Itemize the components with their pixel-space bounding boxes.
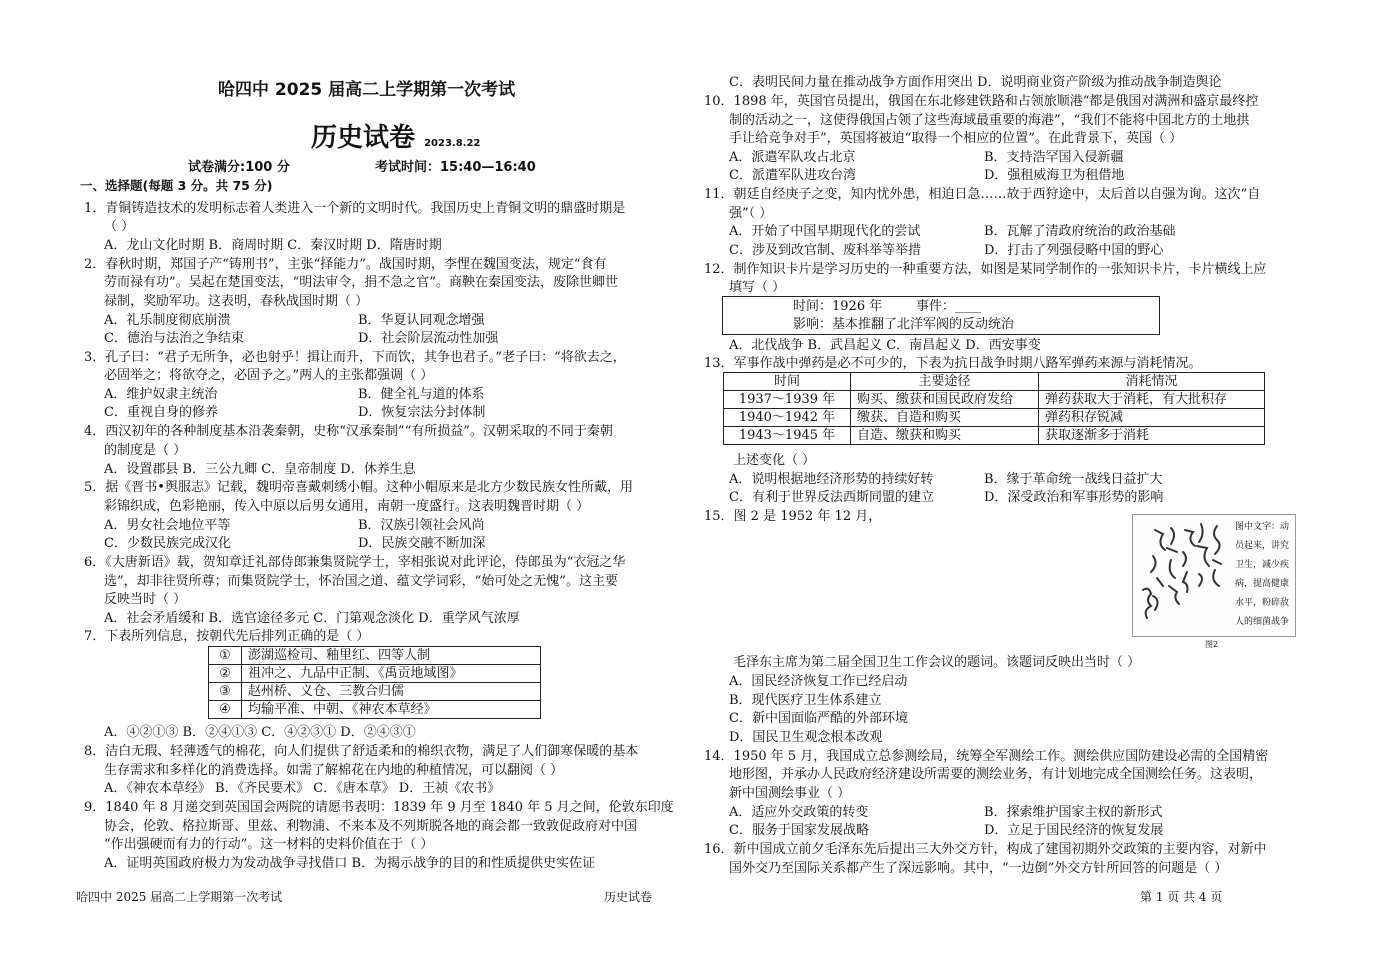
option-c: C．有利于世界反法西斯同盟的建立: [729, 490, 934, 505]
text-line: 手让给竞争对手”，英国将被迫“取得一个相应的位置”。在此背景下，英国（ ）: [729, 131, 1183, 146]
footer-center: 历史试卷: [604, 890, 653, 904]
text-line: 协会，伦敦、格拉斯哥、里兹、利物浦、不来本及不列斯脱各地的商会都一致敦促政府对中国: [104, 819, 638, 834]
option-a: A．派遣军队攻占北京: [729, 150, 856, 165]
option-a: A．男女社会地位平等: [104, 518, 231, 533]
text-line: 选”，却非往贤所尊；而集贤院学士，怀治国之道、蕴文学词彩，“始可处之无愧”。这主要: [104, 574, 618, 589]
exam-date: 2023.8.22: [424, 138, 481, 149]
option-b: B．华夏认同观念增强: [358, 313, 485, 328]
footer-left: 哈四中 2025 届高二上学期第一次考试: [76, 890, 283, 904]
text-line: “作出强硬而有力的行动”。这一材料的史料价值在于（ ）: [104, 837, 434, 852]
option-line: A．北伐战争 B．武昌起义 C．南昌起义 D．西安事变: [729, 338, 1041, 353]
text-line: 13．军事作战中弹药是必不可少的，下表为抗日战争时期八路军弹药来源与消耗情况。: [704, 356, 1202, 371]
table-row: [209, 665, 541, 683]
option-c: C．派遣军队进攻台湾: [729, 168, 856, 183]
table-cell: 自造、缴获和购买: [851, 427, 1039, 445]
table-cell: 获取逐渐多于消耗: [1039, 427, 1265, 445]
option-line: A．设置郡县 B．三公九卿 C．皇帝制度 D．休养生息: [104, 462, 416, 477]
option-b: B．支持浩罕国入侵新疆: [984, 150, 1124, 165]
option-a: A．适应外交政策的转变: [729, 805, 869, 820]
figure-caption: 图中文字：动员起来，讲究卫生，减少疾病，提高健康水平，粉碎敌人的细菌战争: [1235, 522, 1290, 627]
text-line: 9．1840 年 8 月递交到英国国会两院的请愿书表明：1839 年 9 月至 1840 年 5 月之间，伦敦东印度: [84, 800, 674, 815]
text-line: 5．据《晋书•舆服志》记载，魏明帝喜戴刺绣小帽。这种小帽原来是北方少数民族女性所戴，用: [84, 480, 633, 495]
table-row: [724, 391, 1265, 409]
table-row: [724, 409, 1265, 427]
option-c: C．涉及到改官制、废科举等举措: [729, 243, 921, 258]
q13-table: [723, 372, 1265, 445]
option-a: A．国民经济恢复工作已经启动: [729, 674, 908, 689]
option-d: D．恢复宗法分封体制: [358, 405, 486, 420]
table-cell: ③: [209, 683, 242, 701]
text-line: 3．孔子曰：“君子无所争，必也射乎！揖让而升，下而饮，其争也君子。”老子曰：“将欲去之，: [84, 350, 626, 365]
exam-time: 考试时间：15:40—16:40: [375, 160, 536, 175]
option-b: B．健全礼与道的体系: [358, 387, 485, 402]
table-row: [209, 647, 541, 665]
table-cell: ②: [209, 665, 242, 683]
table-cell: ①: [209, 647, 242, 665]
option-c: C．少数民族完成汉化: [104, 536, 231, 551]
option-b: B．现代医疗卫生体系建立: [729, 693, 882, 708]
full-score: 试卷满分:100 分: [188, 160, 290, 175]
text-line: （ ）: [104, 219, 135, 234]
table-cell: 购买、缴获和国民政府发给: [851, 391, 1039, 409]
option-d: D．强租威海卫为租借地: [984, 168, 1125, 183]
table-cell: 澎湖巡检司、釉里红、四等人制: [242, 647, 541, 665]
option-d: D．深受政治和军事形势的影响: [984, 490, 1164, 505]
option-line: C．表明民间力量在推动战争方面作用突出 D．说明商业资产阶级为推动战争制造舆论: [729, 75, 1222, 90]
text-line: 16．新中国成立前夕毛泽东先后提出三大外交方针，构成了建国初期外交政策的主要内容，对新中: [704, 842, 1267, 857]
text-line: 4．西汉初年的各种制度基本沿袭秦朝，史称“汉承秦制”“有所损益”。汉朝采取的不同于秦朝: [84, 424, 613, 439]
table-cell: 赵州桥、义仓、三教合归儒: [242, 683, 541, 701]
figure-label: 图2: [1205, 640, 1219, 649]
card-impact: 影响：基本推翻了北洋军阀的反动统治: [793, 317, 1015, 332]
option-line: A．社会矛盾缓和 B．选官途径多元 C．门第观念淡化 D．重学风气浓厚: [104, 611, 520, 626]
q7-table: [208, 646, 541, 719]
text-line: 新中国测绘事业（ ）: [729, 786, 851, 801]
table-cell: 1937～1939 年: [724, 391, 851, 409]
option-a: A．开始了中国早期现代化的尝试: [729, 224, 921, 239]
text-line: 填写（ ）: [729, 280, 786, 295]
option-c: C．新中国面临严酷的外部环境: [729, 711, 908, 726]
option-d: D．社会阶层流动性加强: [358, 331, 499, 346]
text-line: 国外交乃至国际关系都产生了深远影响。其中，“一边倒”外交方针所回答的问题是（ ）: [729, 861, 1228, 876]
option-line: A．《神农本草经》 B．《齐民要术》 C．《唐本草》 D．王祯《农书》: [104, 781, 501, 796]
exam-title: 哈四中 2025 届高二上学期第一次考试: [218, 80, 516, 100]
option-a: A．礼乐制度彻底崩溃: [104, 313, 231, 328]
option-line: A．龙山文化时期 B．商周时期 C．秦汉时期 D．隋唐时期: [104, 238, 442, 253]
knowledge-card: [722, 296, 1160, 335]
option-d: D．立足于国民经济的恢复发展: [984, 823, 1164, 838]
option-d: D．民族交融不断加深: [358, 536, 486, 551]
figure-2: [1132, 514, 1296, 637]
text-line: 禄制，奖励军功。这表明，春秋战国时期（ ）: [104, 294, 369, 309]
table-cell: 1943～1945 年: [724, 427, 851, 445]
option-a: A．说明根据地经济形势的持续好转: [729, 472, 934, 487]
option-b: B．探索维护国家主权的新形式: [984, 805, 1163, 820]
text-line: 15．图 2 是 1952 年 12 月，: [704, 509, 882, 524]
page-number: 第 1 页 共 4 页: [1140, 890, 1223, 904]
subject-title: [311, 117, 480, 154]
option-c: C．重视自身的修养: [104, 405, 218, 420]
section-heading: 一、选择题(每题 3 分。共 75 分): [80, 178, 273, 193]
text-line: 14．1950 年 5 月，我国成立总参测绘局，统筹全军测绘工作。测绘供应国防建设必需的全国精密: [704, 749, 1269, 764]
text-line: 8．洁白无瑕、轻薄透气的棉花，向人们提供了舒适柔和的棉织衣物，满足了人们御寒保暖的基本: [84, 744, 639, 759]
option-b: B．缘于革命统一战线日益扩大: [984, 472, 1163, 487]
table-cell: 祖冲之、九品中正制、《禹贡地域图》: [242, 665, 541, 683]
option-b: B．汉族引领社会风尚: [358, 518, 485, 533]
table-header: 主要途径: [851, 373, 1039, 391]
text-line: 上述变化（ ）: [733, 453, 816, 468]
text-line: 彩锦织成，色彩艳丽，传入中原以后男女通用，南朝一度盛行。这表明魏晋时期（ ）: [104, 499, 590, 514]
table-cell: 弹药获取大于消耗，有大批积存: [1039, 391, 1265, 409]
subject-name: 历史试卷: [311, 123, 416, 153]
table-header: 消耗情况: [1039, 373, 1265, 391]
table-row: [724, 427, 1265, 445]
table-cell: 缴获、自造和购买: [851, 409, 1039, 427]
card-time: 时间：1926 年: [793, 299, 883, 314]
table-cell: 弹药积存锐减: [1039, 409, 1265, 427]
text-line: 10．1898 年，英国官员提出，俄国在东北修建铁路和占领旅顺港“都是俄国对满洲和盛京最终控: [704, 94, 1259, 109]
option-d: D．国民卫生观念根本改观: [729, 730, 883, 745]
card-event: 事件：____: [916, 299, 982, 314]
text-line: 毛泽东主席为第二届全国卫生工作会议的题词。该题词反映出当时（ ）: [733, 655, 1141, 670]
text-line: 强”（ ）: [729, 206, 773, 221]
table-header-row: [724, 373, 1265, 391]
option-d: D．打击了列强侵略中国的野心: [984, 243, 1164, 258]
table-cell: 均输平准、中朝、《神农本草经》: [242, 701, 541, 719]
text-line: 反映当时（ ）: [104, 592, 187, 607]
text-line: 的制度是（ ）: [104, 443, 187, 458]
option-line: A．④②①③ B．②④①③ C．④②③① D．②④③①: [104, 725, 416, 740]
option-c: C．德治与法治之争结束: [104, 331, 244, 346]
option-a: A．维护奴隶主统治: [104, 387, 218, 402]
option-c: C．服务于国家发展战略: [729, 823, 869, 838]
text-line: 2．春秋时期，郑国子产“铸刑书”，主张“择能力”。战国时期，李悝在魏国变法，规定“食有: [84, 257, 607, 272]
text-line: 6．《大唐新语》载，贺知章迁礼部侍郎兼集贤院学士，宰相张说对此评论，侍郎虽为“衣冠之华: [84, 555, 626, 570]
text-line: 11．朝廷自经庚子之变，知内忧外患，相迫日急……故于西狩途中，太后首以自强为询。这次“自: [704, 187, 1261, 202]
option-b: B．瓦解了清政府统治的政治基础: [984, 224, 1176, 239]
table-cell: 1940～1942 年: [724, 409, 851, 427]
calligraphy-image: [1135, 516, 1231, 635]
table-row: [209, 683, 541, 701]
text-line: 7．下表所列信息，按朝代先后排列正确的是（ ）: [84, 629, 370, 644]
text-line: 必固举之；将欲夺之，必固予之。”两人的主张都强调（ ）: [104, 368, 434, 383]
text-line: 制的活动之一，这使得俄国占领了这些海域最重要的海港”，“我们不能将中国北方的土地拱: [729, 113, 1250, 128]
text-line: 劳而禄有功”。吴起在楚国变法，“明法审令，捐不急之官”。商鞅在秦国变法，废除世卿世: [104, 275, 618, 290]
text-line: 1．青铜铸造技术的发明标志着人类进入一个新的文明时代。我国历史上青铜文明的鼎盛时期是: [84, 201, 626, 216]
option-line: A．证明英国政府极力为发动战争寻找借口 B．为揭示战争的目的和性质提供史实佐证: [104, 856, 596, 871]
table-header: 时间: [724, 373, 851, 391]
table-row: [209, 701, 541, 719]
text-line: 地形图，并承办人民政府经济建设所需要的测绘业务，有计划地完成全国测绘任务。这表明，: [729, 767, 1263, 782]
text-line: 12．制作知识卡片是学习历史的一种重要方法，如图是某同学制作的一张知识卡片，卡片横线上应: [704, 262, 1267, 277]
table-cell: ④: [209, 701, 242, 719]
text-line: 生存需求和多样化的消费选择。如需了解棉花在内地的种植情况，可以翻阅（ ）: [104, 763, 564, 778]
